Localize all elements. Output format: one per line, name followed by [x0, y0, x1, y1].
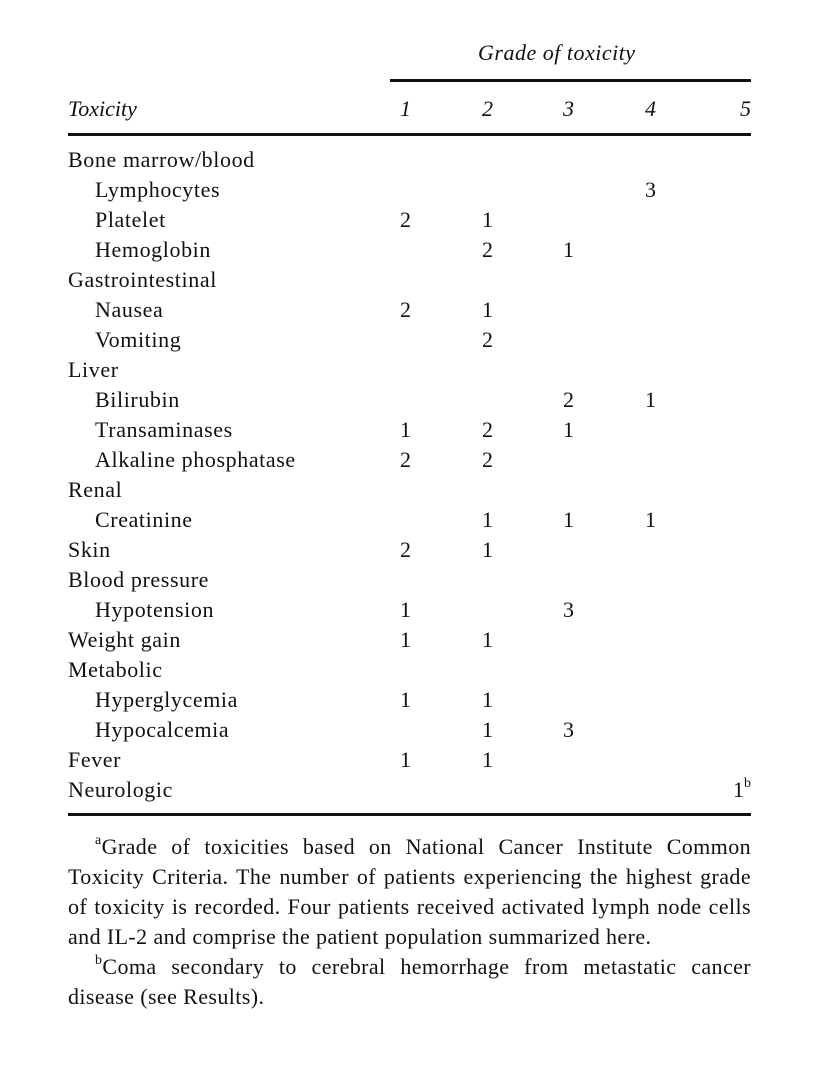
table-row — [0, 205, 820, 235]
row-label: Gastrointestinal — [68, 267, 217, 292]
grade-5-header: 5 — [740, 96, 751, 121]
footnote-mark: b — [744, 775, 751, 791]
cell-value: 1 — [482, 687, 493, 712]
row-label: Renal — [68, 477, 123, 502]
grade-1-count — [371, 745, 411, 775]
cell-value: 2 — [400, 297, 411, 322]
footnote-a — [68, 832, 751, 952]
grade-1-header: 1 — [400, 96, 411, 121]
cell-value: 1 — [400, 597, 411, 622]
row-label: Bilirubin — [95, 387, 180, 412]
footnote-b-text: Coma secondary to cerebral hemorrhage from metastatic cancer disease (see Results). — [68, 954, 751, 1009]
table-row — [0, 595, 820, 625]
row-label: Liver — [68, 357, 119, 382]
cell-value: 2 — [400, 207, 411, 232]
grade-3-count — [534, 505, 574, 535]
row-label: Neurologic — [68, 777, 173, 802]
grade-1-count — [371, 595, 411, 625]
table-row — [0, 655, 820, 685]
table-row — [0, 295, 820, 325]
cell-value: 3 — [645, 177, 656, 202]
cell-value: 1 — [400, 417, 411, 442]
cell-value: 2 — [482, 327, 493, 352]
table-body — [0, 145, 820, 805]
table-row — [0, 145, 820, 175]
table-row — [0, 565, 820, 595]
footnote-a-mark: a — [95, 832, 102, 848]
row-label: Bone marrow/blood — [68, 147, 255, 172]
cell-value: 1 — [563, 417, 574, 442]
cell-value: 1 — [400, 747, 411, 772]
row-label: Hyperglycemia — [95, 687, 239, 712]
grade-3-count — [534, 595, 574, 625]
row-label: Transaminases — [95, 417, 233, 442]
table-row — [0, 355, 820, 385]
cell-value: 1 — [645, 507, 656, 532]
table-row — [0, 775, 820, 805]
cell-value: 1 — [563, 507, 574, 532]
cell-value: 1 — [482, 627, 493, 652]
grade-2-count — [453, 415, 493, 445]
row-label: Creatinine — [95, 507, 193, 532]
group-header-rule — [390, 79, 751, 82]
grade-4-count — [616, 175, 656, 205]
grade-2-count — [453, 715, 493, 745]
cell-value: 1 — [482, 507, 493, 532]
cell-value: 2 — [400, 537, 411, 562]
grade-2-header: 2 — [482, 96, 493, 121]
grade-1-count — [371, 445, 411, 475]
row-label: Fever — [68, 747, 122, 772]
table-row — [0, 325, 820, 355]
table-footnotes — [68, 832, 751, 1012]
grade-1-count — [371, 685, 411, 715]
grade-4-header: 4 — [645, 96, 656, 121]
grade-group-header: Grade of toxicity — [478, 40, 636, 65]
grade-1-count — [371, 625, 411, 655]
cell-value: 1 — [645, 387, 656, 412]
grade-2-count — [453, 445, 493, 475]
table-row — [0, 715, 820, 745]
cell-value: 3 — [563, 597, 574, 622]
cell-value: 2 — [482, 237, 493, 262]
grade-1-count — [371, 415, 411, 445]
row-label: Lymphocytes — [95, 177, 221, 202]
cell-value: 1 — [733, 777, 744, 802]
grade-4-count — [616, 385, 656, 415]
row-label: Blood pressure — [68, 567, 209, 592]
grade-3-count — [534, 715, 574, 745]
cell-value: 2 — [400, 447, 411, 472]
table-row — [0, 625, 820, 655]
cell-value: 1 — [482, 297, 493, 322]
table-row — [0, 385, 820, 415]
grade-3-header: 3 — [563, 96, 574, 121]
grade-2-count — [453, 745, 493, 775]
table-row — [0, 175, 820, 205]
cell-value: 1 — [563, 237, 574, 262]
header-bottom-rule — [68, 133, 751, 136]
row-label: Weight gain — [68, 627, 181, 652]
grade-2-count — [453, 295, 493, 325]
row-label: Vomiting — [95, 327, 182, 352]
table-row — [0, 265, 820, 295]
grade-2-count — [453, 535, 493, 565]
table-row — [0, 685, 820, 715]
row-label: Nausea — [95, 297, 164, 322]
grade-3-count — [534, 235, 574, 265]
cell-value: 1 — [400, 627, 411, 652]
table-bottom-rule — [68, 813, 751, 816]
cell-value: 1 — [482, 747, 493, 772]
cell-value: 2 — [563, 387, 574, 412]
cell-value: 1 — [482, 717, 493, 742]
cell-value: 3 — [563, 717, 574, 742]
table-row — [0, 505, 820, 535]
grade-5-count — [711, 775, 751, 805]
grade-2-count — [453, 235, 493, 265]
cell-value: 1 — [400, 687, 411, 712]
grade-4-count — [616, 505, 656, 535]
table-row — [0, 415, 820, 445]
grade-1-count — [371, 535, 411, 565]
footnote-b-mark: b — [95, 952, 103, 968]
row-label: Alkaline phosphatase — [95, 447, 296, 472]
row-label: Skin — [68, 537, 111, 562]
row-label: Platelet — [95, 207, 166, 232]
grade-2-count — [453, 625, 493, 655]
toxicity-column-header: Toxicity — [68, 96, 137, 121]
row-label: Hypocalcemia — [95, 717, 230, 742]
grade-2-count — [453, 205, 493, 235]
table-row — [0, 745, 820, 775]
cell-value: 2 — [482, 417, 493, 442]
grade-3-count — [534, 385, 574, 415]
grade-1-count — [371, 205, 411, 235]
grade-2-count — [453, 325, 493, 355]
row-label: Hemoglobin — [95, 237, 211, 262]
table-row — [0, 475, 820, 505]
cell-value: 2 — [482, 447, 493, 472]
footnote-a-text: Grade of toxicities based on National Cancer Institute Common Toxicity Criteria. The number of patients experiencing the highest grade of toxicity is recorded. Four patients received activated lymph node cells and IL-2 and comprise the patient population summarized here. — [68, 834, 751, 949]
grade-2-count — [453, 505, 493, 535]
cell-value: 1 — [482, 537, 493, 562]
table-row — [0, 235, 820, 265]
grade-1-count — [371, 295, 411, 325]
cell-value: 1 — [482, 207, 493, 232]
grade-3-count — [534, 415, 574, 445]
grade-2-count — [453, 685, 493, 715]
row-label: Metabolic — [68, 657, 163, 682]
table-row — [0, 535, 820, 565]
footnote-b — [68, 952, 751, 1012]
row-label: Hypotension — [95, 597, 215, 622]
table-row — [0, 445, 820, 475]
